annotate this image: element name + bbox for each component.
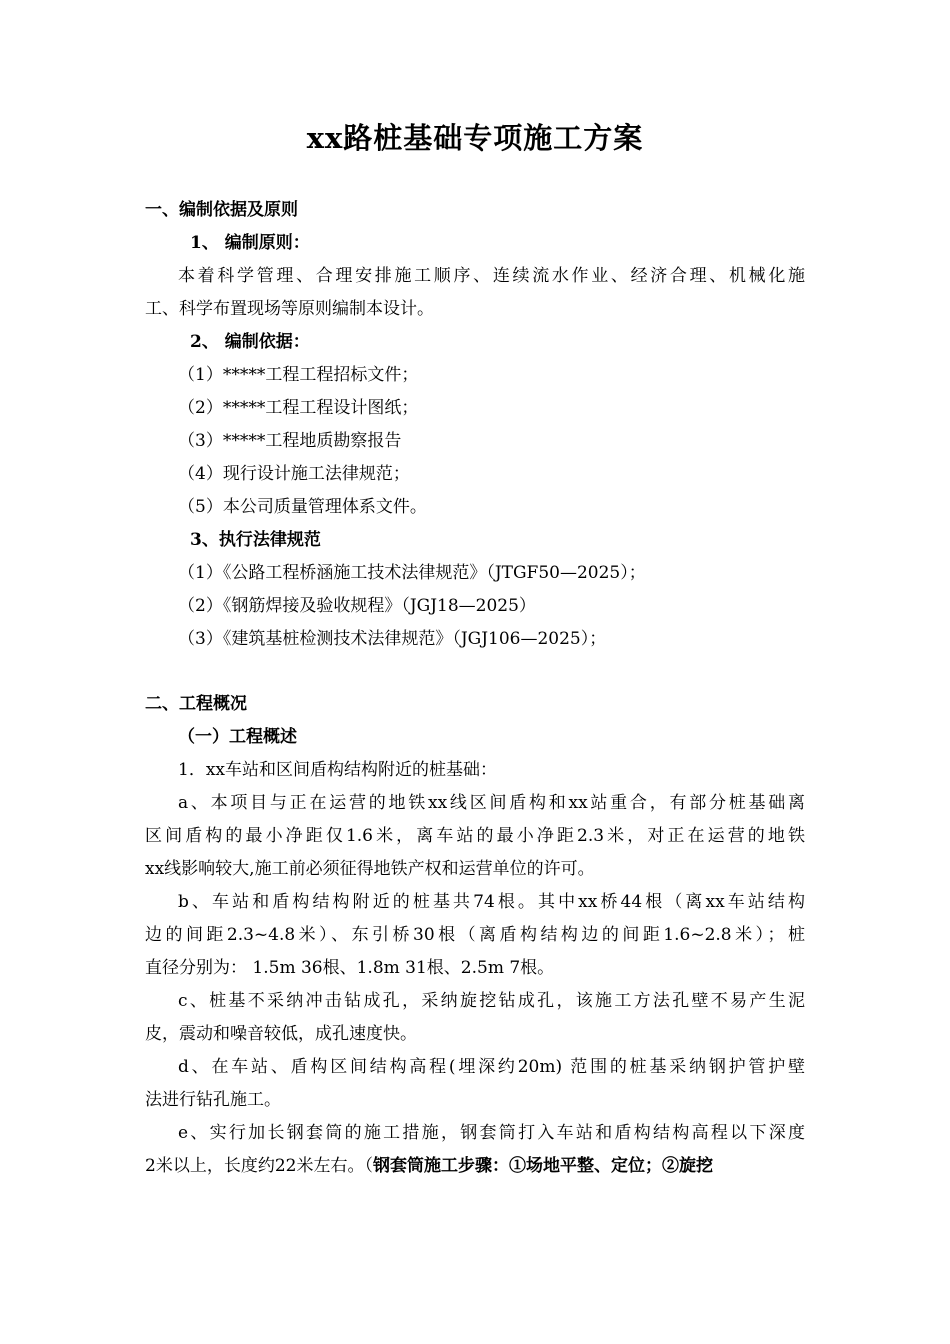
subheading-principles: 1、 编制原则： xyxy=(190,233,310,253)
paragraph-line: xx线影响较大,施工前必须征得地铁产权和运营单位的许可。 xyxy=(145,859,595,879)
subheading-overview: （一）工程概述 xyxy=(178,727,297,747)
list-item: （2）《钢筋焊接及验收规程》（JGJ18—2025） xyxy=(178,596,536,616)
list-item: （1）*****工程工程招标文件； xyxy=(178,365,419,385)
paragraph-line: c、桩基不采纳冲击钻成孔，采纳旋挖钻成孔，该施工方法孔壁不易产生泥 xyxy=(178,991,805,1011)
paragraph-line: 区间盾构的最小净距仅1.6米，离车站的最小净距2.3米，对正在运营的地铁 xyxy=(145,826,805,846)
paragraph-line: e、实行加长钢套筒的施工措施，钢套筒打入车站和盾构结构高程以下深度 xyxy=(178,1123,805,1143)
list-item: （5）本公司质量管理体系文件。 xyxy=(178,497,427,517)
section-heading-1: 一、编制依据及原则 xyxy=(145,200,298,220)
paragraph-line: 皮，震动和噪音较低，成孔速度快。 xyxy=(145,1024,417,1044)
paragraph-line: 边的间距2.3~4.8米）、东引桥30根（离盾构结构边的间距1.6~2.8米）；桩 xyxy=(145,925,805,945)
paragraph-line: 工、科学布置现场等原则编制本设计。 xyxy=(145,299,434,319)
paragraph-text: 2米以上，长度约22米左右。（ xyxy=(145,1156,373,1176)
list-item: （3）*****工程地质勘察报告 xyxy=(178,431,402,451)
paragraph-line-mixed xyxy=(145,1155,713,1177)
document-title: xx路桩基础专项施工方案 xyxy=(306,121,644,155)
subheading-basis: 2、 编制依据： xyxy=(190,332,310,352)
list-item: （2）*****工程工程设计图纸； xyxy=(178,398,419,418)
paragraph-line: 本着科学管理、合理安排施工顺序、连续流水作业、经济合理、机械化施 xyxy=(178,266,805,286)
paragraph-line: 法进行钻孔施工。 xyxy=(145,1090,281,1110)
bold-steps-text: 钢套筒施工步骤：①场地平整、定位；②旋挖 xyxy=(372,1156,713,1176)
paragraph-line: a、本项目与正在运营的地铁xx线区间盾构和xx站重合，有部分桩基础离 xyxy=(178,793,805,813)
paragraph-line: d、在车站、盾构区间结构高程(埋深约20m) 范围的桩基采纳钢护管护壁 xyxy=(178,1057,805,1077)
list-item: （3）《建筑基桩检测技术法律规范》（JGJ106—2025）； xyxy=(178,629,607,649)
paragraph-line: 直径分别为： 1.5m 36根、1.8m 31根、2.5m 7根。 xyxy=(145,958,555,978)
paragraph-line: b、车站和盾构结构附近的桩基共74根。其中xx桥44根（离xx车站结构 xyxy=(178,892,805,912)
section-heading-2: 二、工程概况 xyxy=(145,694,247,714)
paragraph-line: 1．xx车站和区间盾构结构附近的桩基础： xyxy=(178,760,497,780)
list-item: （4）现行设计施工法律规范； xyxy=(178,464,410,484)
subheading-standards: 3、执行法律规范 xyxy=(190,530,321,550)
list-item: （1）《公路工程桥涵施工技术法律规范》（JTGF50—2025）； xyxy=(178,563,646,583)
